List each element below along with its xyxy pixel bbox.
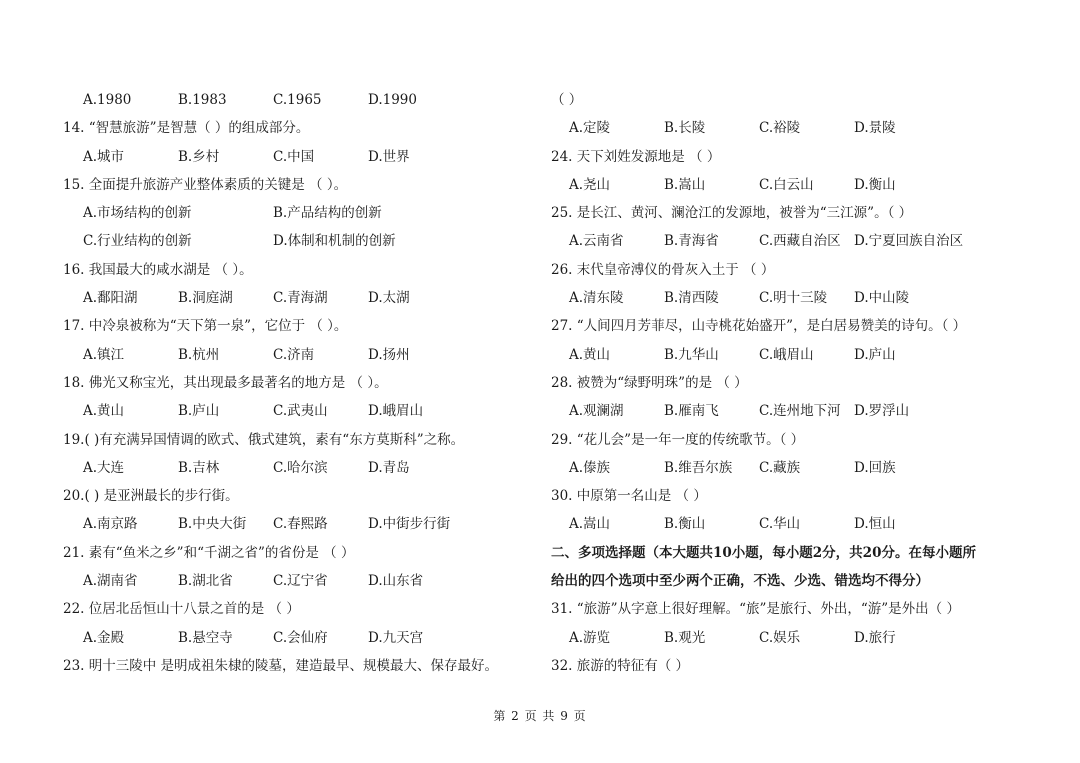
option-d: D.中街步行街 — [368, 516, 451, 533]
page-number: 第 2 页 共 9 页 — [493, 709, 587, 723]
option-b: B.九华山 — [664, 346, 719, 363]
option-a: A.市场结构的创新 — [83, 205, 192, 222]
option-row — [63, 143, 533, 171]
option-c: C.济南 — [273, 346, 315, 363]
option-c: C.中国 — [273, 148, 315, 165]
option-b: B.观光 — [664, 629, 706, 646]
question-30: 30. 中原第一名山是 （ ） — [551, 488, 707, 505]
option-row — [63, 284, 533, 312]
option-c: C.明十三陵 — [759, 290, 828, 307]
option-b: B.1983 — [178, 92, 227, 108]
option-row — [551, 624, 1021, 652]
option-row — [551, 454, 1021, 482]
option-d: D.罗浮山 — [854, 403, 910, 420]
option-c: C.春熙路 — [273, 516, 328, 533]
question-23: 23. 明十三陵中 是明成祖朱棣的陵墓，建造最早、规模最大、保存最好。 — [63, 657, 499, 674]
option-d: D.衡山 — [854, 176, 896, 193]
option-row — [551, 510, 1021, 538]
question-23-blank: （ ） — [551, 92, 583, 108]
option-b: B.杭州 — [178, 346, 220, 363]
option-d: D.中山陵 — [854, 290, 910, 307]
option-c: C.连州地下河 — [759, 403, 841, 420]
option-a: A.清东陵 — [569, 290, 624, 307]
option-c: C.哈尔滨 — [273, 459, 328, 476]
option-a: A.1980 — [83, 92, 132, 108]
question-19: 19.( )有充满异国情调的欧式、俄式建筑，素有“东方莫斯科”之称。 — [63, 431, 465, 448]
option-a: A.嵩山 — [569, 516, 611, 533]
option-b: B.维吾尔族 — [664, 459, 733, 476]
option-b: B.长陵 — [664, 120, 706, 137]
option-row — [551, 284, 1021, 312]
option-a: A.南京路 — [83, 516, 138, 533]
section-heading: 二、多项选择题（本大题共10小题，每小题2分，共20分。在每小题所 — [551, 544, 976, 561]
option-d: D.世界 — [368, 148, 410, 165]
option-row — [63, 397, 533, 425]
question-25: 25. 是长江、黄河、澜沧江的发源地，被誉为“三江源”。（ ） — [551, 205, 913, 222]
option-b: B.悬空寺 — [178, 629, 233, 646]
option-c: C.青海湖 — [273, 290, 328, 307]
option-row — [551, 114, 1021, 142]
option-row — [63, 510, 533, 538]
option-c: C.西藏自治区 — [759, 233, 841, 250]
question-17: 17. 中冷泉被称为“天下第一泉”，它位于 （ ）。 — [63, 318, 348, 335]
option-a: A.镇江 — [83, 346, 125, 363]
option-c: C.裕陵 — [759, 120, 801, 137]
option-row — [63, 454, 533, 482]
option-b: B.雁南飞 — [664, 403, 719, 420]
option-d: D.景陵 — [854, 120, 896, 137]
option-b: B.洞庭湖 — [178, 290, 233, 307]
option-c: C.华山 — [759, 516, 801, 533]
question-14: 14. “智慧旅游”是智慧（ ）的组成部分。 — [63, 120, 310, 137]
option-row — [63, 227, 533, 255]
option-c: C.藏族 — [759, 459, 801, 476]
option-d: D.青岛 — [368, 459, 410, 476]
question-18: 18. 佛光又称宝光，其出现最多最著名的地方是 （ ）。 — [63, 374, 388, 391]
option-row — [63, 199, 533, 227]
option-d: D.太湖 — [368, 290, 410, 307]
option-b: B.青海省 — [664, 233, 719, 250]
option-d: D.宁夏回族自治区 — [854, 233, 964, 250]
question-26: 26. 末代皇帝溥仪的骨灰入土于 （ ） — [551, 261, 775, 278]
option-c: C.行业结构的创新 — [83, 233, 192, 250]
option-b: B.产品结构的创新 — [273, 205, 382, 222]
option-d: D.1990 — [368, 92, 417, 108]
option-b: B.嵩山 — [664, 176, 706, 193]
option-d: D.体制和机制的创新 — [273, 233, 396, 250]
option-a: A.金殿 — [83, 629, 125, 646]
option-c: C.白云山 — [759, 176, 814, 193]
question-31: 31. “旅游”从字意上很好理解。“旅”是旅行、外出，“游”是外出（ ） — [551, 601, 960, 618]
question-27: 27. “人间四月芳菲尽，山寺桃花始盛开”，是白居易赞美的诗句。（ ） — [551, 318, 967, 335]
option-b: B.中央大街 — [178, 516, 247, 533]
option-row — [63, 567, 533, 595]
question-32: 32. 旅游的特征有（ ） — [551, 657, 690, 674]
option-a: A.大连 — [83, 459, 125, 476]
option-row — [551, 397, 1021, 425]
question-15: 15. 全面提升旅游产业整体素质的关键是 （ ）。 — [63, 176, 348, 193]
section-heading-cont: 给出的四个选项中至少两个正确，不选、少选、错选均不得分） — [551, 573, 929, 590]
option-c: C.辽宁省 — [273, 573, 328, 590]
option-a: A.云南省 — [569, 233, 624, 250]
option-b: B.清西陵 — [664, 290, 719, 307]
option-row — [551, 227, 1021, 255]
right-column — [551, 86, 1021, 680]
option-c: C.峨眉山 — [759, 346, 814, 363]
option-b: B.乡村 — [178, 148, 220, 165]
option-a: A.城市 — [83, 148, 125, 165]
option-a: A.黄山 — [83, 403, 125, 420]
option-d: D.扬州 — [368, 346, 410, 363]
question-20: 20.( ) 是亚洲最长的步行街。 — [63, 488, 239, 505]
option-a: A.游览 — [569, 629, 611, 646]
option-row — [63, 624, 533, 652]
question-22: 22. 位居北岳恒山十八景之首的是 （ ） — [63, 601, 300, 618]
option-d: D.庐山 — [854, 346, 896, 363]
option-b: B.衡山 — [664, 516, 706, 533]
option-a: A.湖南省 — [83, 573, 138, 590]
question-21: 21. 素有“鱼米之乡”和“千湖之省”的省份是 （ ） — [63, 544, 355, 561]
option-c: C.娱乐 — [759, 629, 801, 646]
option-row — [63, 341, 533, 369]
option-row — [63, 86, 533, 114]
option-a: A.黄山 — [569, 346, 611, 363]
option-c: C.会仙府 — [273, 629, 328, 646]
option-d: D.九天宫 — [368, 629, 424, 646]
option-a: A.鄱阳湖 — [83, 290, 138, 307]
left-column — [63, 86, 533, 680]
option-a: A.定陵 — [569, 120, 611, 137]
option-row — [551, 171, 1021, 199]
option-d: D.恒山 — [854, 516, 896, 533]
option-d: D.峨眉山 — [368, 403, 424, 420]
option-b: B.吉林 — [178, 459, 220, 476]
option-row — [551, 341, 1021, 369]
option-d: D.山东省 — [368, 573, 424, 590]
option-d: D.回族 — [854, 459, 896, 476]
question-16: 16. 我国最大的咸水湖是 （ ）。 — [63, 261, 253, 278]
question-24: 24. 天下刘姓发源地是 （ ） — [551, 148, 721, 165]
question-29: 29. “花儿会”是一年一度的传统歌节。（ ） — [551, 431, 805, 448]
option-b: B.湖北省 — [178, 573, 233, 590]
option-b: B.庐山 — [178, 403, 220, 420]
option-c: C.武夷山 — [273, 403, 328, 420]
question-28: 28. 被赞为“绿野明珠”的是 （ ） — [551, 374, 748, 391]
option-a: A.观澜湖 — [569, 403, 624, 420]
option-d: D.旅行 — [854, 629, 896, 646]
option-a: A.尧山 — [569, 176, 611, 193]
option-c: C.1965 — [273, 92, 322, 108]
option-a: A.傣族 — [569, 459, 611, 476]
